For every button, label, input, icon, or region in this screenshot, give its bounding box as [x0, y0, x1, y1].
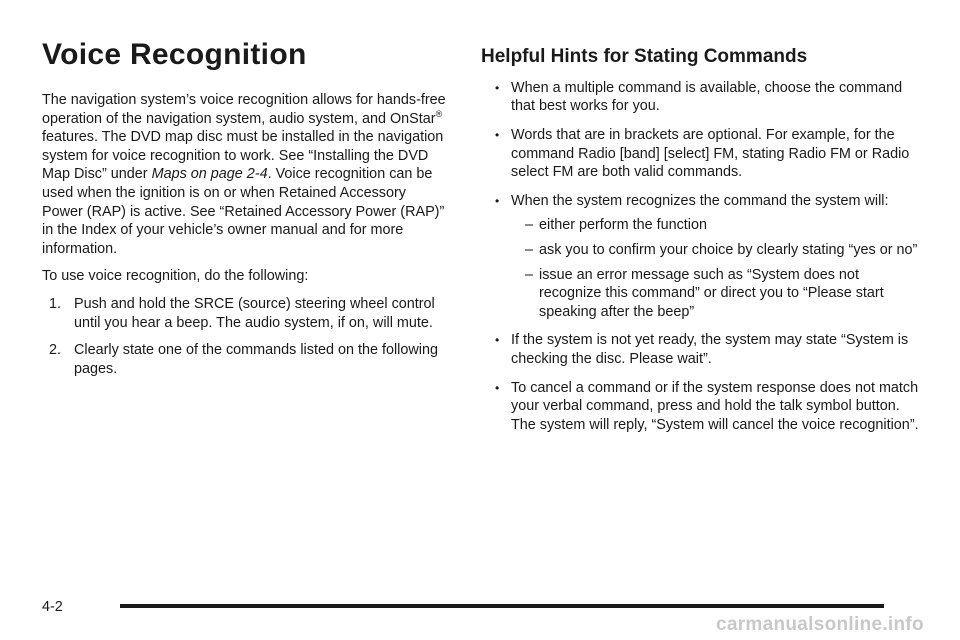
intro-paragraph: The navigation system’s voice recognition allows for hands-free operation of the navigation system, audio system, and OnStar® features. The DVD map disc must be installed in the navigation system for voice recognition to work. See “Installing the DVD Map Disc” under Maps on page 2-4. Voice recognition can be used when the ignition is on or when Retained Accessory Power (RAP) is active. See “Retained Accessory Power (RAP)” in the Index of your vehicle’s owner manual and for more information.: [42, 92, 446, 257]
hint-item: • When the system recognizes the command the system will: – either perform the function – ask you to confirm your choice by clearly stating “yes or no” – issue an error message such as “System does not recognize this command” or direct you to “Please start speaking after the beep”: [481, 192, 921, 322]
response-sublist: [511, 216, 921, 321]
step-item: 1. Push and hold the SRCE (source) steering wheel control until you hear a beep. The audio system, if on, will mute.: [49, 295, 435, 331]
sub-item: – ask you to confirm your choice by clearly stating “yes or no”: [525, 242, 918, 258]
bullet-icon: •: [495, 333, 500, 348]
hint-item: • To cancel a command or if the system response does not match your verbal command, press and hold the talk symbol button. The system will reply, “System will cancel the voice recognition”.: [495, 379, 919, 433]
hint-item: • If the system is not yet ready, the system may state “System is checking the disc. Please wait”.: [495, 332, 909, 367]
bullet-icon: •: [495, 128, 500, 143]
hint-item: • When a multiple command is available, choose the command that best works for you.: [495, 79, 903, 115]
registered-mark: ®: [435, 108, 443, 119]
page-number: 4-2: [42, 599, 63, 615]
dash-icon: –: [525, 217, 534, 234]
hints-list: [481, 79, 921, 435]
bullet-icon: •: [495, 80, 500, 95]
sub-item: – either perform the function: [525, 217, 707, 234]
hint-item: • Words that are in brackets are optional. For example, for the command Radio [band] [select] FM, stating Radio FM or Radio select FM are both valid commands.: [495, 127, 910, 181]
dash-icon: –: [525, 266, 534, 283]
bullet-icon: •: [495, 380, 500, 395]
left-column: [42, 38, 450, 387]
step-item: 2. Clearly state one of the commands listed on the following pages.: [49, 342, 438, 377]
cross-reference-link[interactable]: Maps on page 2-4: [151, 166, 268, 183]
bullet-icon: •: [495, 193, 500, 208]
section-title: Helpful Hints for Stating Commands: [481, 46, 808, 67]
steps-list: [42, 295, 450, 378]
right-column: [481, 46, 921, 444]
dash-icon: –: [525, 242, 534, 258]
footer-rule: [120, 604, 884, 608]
watermark-text: carmanualsonline.info: [716, 614, 924, 635]
steps-lead: To use voice recognition, do the following:: [42, 268, 309, 285]
sub-item: – issue an error message such as “System does not recognize this command” or direct you to “Please start speaking after the beep”: [525, 266, 884, 320]
page-title: Voice Recognition: [42, 38, 307, 71]
